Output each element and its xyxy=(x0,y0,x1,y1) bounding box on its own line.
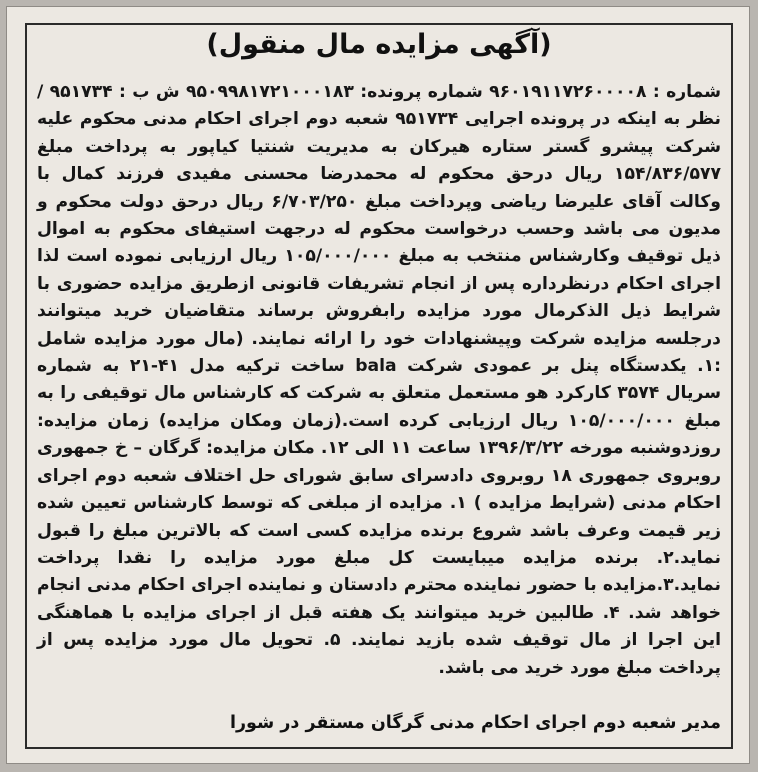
notice-title: (آگهی مزایده مال منقول) xyxy=(206,29,552,60)
notice-body: شماره : ۹۶۰۱۹۱۱۷۲۶۰۰۰۰۸ شماره پرونده: ۹۵۰۹۹۸۱۷۲۱۰۰۰۱۸۳ ش ب : ۹۵۱۷۳۴ / نظر به اینکه در پرونده اجرایی ۹۵۱۷۳۴ شعبه دوم اجرای احکام مدنی محکوم علیه شرکت پیشرو گستر ستاره هیرکان به مدیریت شنتیا کیاپور به پرداخت مبلغ ۱۵۴/۸۳۶/۵۷۷ ریال درحق محکوم له محمدرضا محسنی مفیدی فرزند کمال با وکالت آقای علیرضا ریاضی وپرداخت مبلغ ۶/۷۰۳/۲۵۰ ریال درحق دولت محکوم و مدیون می باشد وحسب درخواست محکوم له درجهت استیفای محکوم به اموال ذیل توقیف وکارشناس منتخب به مبلغ ۱۰۵/۰۰۰/۰۰۰ ریال ارزیابی نموده است لذا اجرای احکام درنظرداره پس از انجام تشریفات قانونی ازطریق مزایده حضوری با شرایط ذیل الذکرمال مورد مزایده رابفروش برساند متقاضیان خرید میتوانند درجلسه مزایده شرکت وپیشنهادات خود را ارائه نمایند. (مال مورد مزایده شامل :۱. یکدستگاه پنل بر عمودی شرکت bala ساخت ترکیه مدل ۴۱-۲۱ به شماره سریال ۳۵۷۴ کارکرد هو مستعمل متعلق به شرکت که کارشناس مال توقیفی را به مبلغ ۱۰۵/۰۰۰/۰۰۰ ریال ارزیابی کرده است.(زمان ومکان مزایده) زمان مزایده: روزدوشنبه مورخه ۱۳۹۶/۳/۲۲ ساعت ۱۱ الی ۱۲. مکان مزایده: گرگان – خ جمهوری روبروی جمهوری ۱۸ روبروی دادسرای سابق شورای حل اختلاف شعبه دوم اجرای احکام مدنی (شرایط مزایده ) ۱. مزایده از مبلغی که توسط کارشناس تعیین شده زیر قیمت وعرف باشد شروع برنده مزایده کسی است که بالاترین مبلغ را قبول نماید.۲. برنده مزایده میبایست کل مبلغ مورد مزایده را نقدا پرداخت نماید.۳.مزایده با حضور نماینده محترم دادستان و نماینده اجرای احکام مدنی انجام خواهد شد. ۴. طالبین خرید میتوانند یک هفته قبل از اجرای مزایده با هماهنگی این اجرا از مال توقیف شده بازید نمایند. ۵. تحویل مال مورد مزایده پس از پرداخت مبلغ مورد خرید می باشد. xyxy=(37,82,722,678)
notice-signature: مدیر شعبه دوم اجرای احکام مدنی گرگان مستقر در شورا xyxy=(229,713,721,733)
newspaper-clipping xyxy=(6,6,750,764)
